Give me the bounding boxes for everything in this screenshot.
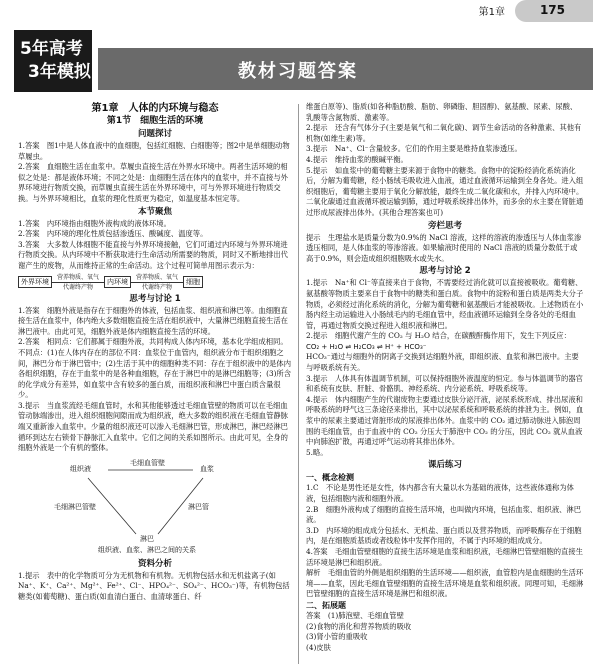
paragraph: (2)食物的消化和营养物质的吸收 (306, 621, 412, 631)
paragraph: 1.C 不论是男性还是女性，体内都含有大量以水为基础的液体，这些液体通称为体液，包括细胞内液和细胞外液。 (306, 483, 574, 503)
arrow-line (131, 282, 183, 283)
paragraph: 4.提示 体内细胞产生的代谢废物主要通过皮肤分泌汗液，泌尿系统形成、排出尿液和呼吸系统的呼气这三条途径来排出，其中以泌尿系统和呼吸系统的排泄为主。例如，血浆中的尿素主要通过肾脏形成的尿液排出体外。血浆中的 CO₂ 通过肺动脉进入肺泡周围的毛细血管，由于血液中的 CO₂ 分压大于肺泡中 CO₂ 的分压，因此 CO₂ 就从血液中向肺泡扩散，再通过呼气运动将其排出体外。 (306, 394, 584, 447)
arrow-line (52, 282, 104, 283)
subheading: 本节聚焦 (137, 206, 172, 217)
paragraph: 4.提示 维持血浆的酸碱平衡。 (306, 154, 408, 164)
paragraph: 2.提示 还含有气体分子(主要是氧气和二氧化碳)、调节生命活动的各种激素、其他有机物(如维生素)等。 (306, 123, 582, 143)
subheading: 问题探讨 (137, 129, 172, 139)
arrow-label-bottom: 代谢终产物 (62, 283, 93, 291)
paragraph: 4.答案 毛细血管壁细胞的直接生活环境是血浆和组织液，毛细淋巴管壁细胞的直接生活环境是淋巴和组织液。 (306, 546, 583, 567)
right-column (306, 102, 584, 653)
exercise-heading: 一、概念检测 (306, 473, 354, 483)
paragraph: (4)皮肤 (306, 642, 331, 652)
paragraph: 2.答案 相同点：它们都属于细胞外液，共同构成人体内环境，基本化学组成相同。 (18, 337, 288, 347)
running-chapter: 第1章 (478, 7, 505, 18)
subheading: 资料分析 (137, 558, 172, 569)
paragraph: 1.提示 Na⁺和 Cl⁻等直接来自于食物，不需要经过消化就可以直接被吸收。葡萄糖、氨基酸等物质主要来自于食物中的糖类和蛋白质。食物中的淀粉和蛋白质是两类大分子物质，必须经过消化系统的消化，分解为葡萄糖和氨基酸后才能被吸收。上述物质在小肠内经主动运输进入小肠绒毛内的毛细血管中，经血液循环运输到全身各处的毛细血管，再通过物质交换过程进入组织液和淋巴。 (306, 278, 584, 330)
logo-line-2: 3年模拟 (28, 62, 91, 82)
page-number-tab (515, 0, 593, 22)
paragraph: 解析 毛细血管的外侧是组织细胞的生活环境——组织液，血管腔内是血细胞的生活环境——血浆，因此毛细血管壁细胞的直接生活环境是血浆和组织液。同理可知，毛细淋巴管壁细胞的直接生活环境是淋巴和组织液。 (306, 568, 584, 599)
paragraph: 不同点：(1)在人体内存在的部位不同：血浆位于血管内，组织液分布于组织细胞之间，淋巴分布于淋巴管中；(2)生活于其中的细胞种类不同：存在于组织液中的是体内各组织细胞，存在于血浆中的是各种血细胞，存在于淋巴中的是淋巴细胞等；(3)所含的化学成分有差异，如血浆中含有较多的蛋白质，而组织液和淋巴中蛋白质含量很少。 (18, 347, 292, 400)
paragraph: 维蛋白原等)、脂质(如各种脂肪酸、脂肪、卵磷脂、胆固醇)、氨基酸、尿素、尿酸、乳酸等含氮物质、激素等。 (306, 102, 578, 122)
exercise-heading: 二、拓展题 (306, 600, 346, 610)
chapter-title: 第1章 人体的内环境与稳态 (91, 103, 219, 114)
column-divider (298, 104, 299, 664)
arrow-label-top: 营养物质、氧气 (56, 273, 99, 281)
paragraph: 1.答案 图1中是人体血液中的血细胞，包括红细胞、白细胞等；图2中是单细胞动物草履虫。 (18, 141, 290, 161)
node-lymph: 淋巴 (140, 534, 154, 543)
flow-box: 外界环境 (18, 276, 52, 288)
brand-logo (14, 30, 92, 92)
banner-title: 教材习题答案 (238, 61, 358, 82)
flow-box: 细胞 (183, 276, 203, 288)
flow-box: 内环境 (104, 276, 131, 288)
paragraph: 1.提示 表中的化学物质可分为无机物和有机物。无机物包括水和无机盐离子(如 Na⁺、K⁺、Ca²⁺、Mg²⁺、Fe²⁺、Cl⁻、HPO₄²⁻、SO₄²⁻、HCO₃⁻)等，有机物包括糖类(如葡萄糖)、蛋白质(如血清白蛋白、血清球蛋白、纤 (18, 570, 290, 602)
paragraph: HCO₃⁻通过与细胞外的阴离子交换到达细胞外液，即组织液、血浆和淋巴液中。主要与呼吸系统有关。 (306, 352, 579, 373)
node-tissue-fluid: 组织液 (70, 464, 91, 473)
paragraph: 2.B 细胞外液构成了细胞的直接生活环境，也叫做内环境，包括血浆、组织液、淋巴液。 (306, 504, 582, 525)
arrow-label-bottom: 代谢终产物 (141, 283, 172, 291)
left-column (18, 102, 292, 603)
node-plasma: 血浆 (200, 464, 214, 473)
chemical-equation: CO₂ + H₂O ⇌ H₂CO₃ ⇌ H⁺ + HCO₃⁻ (306, 342, 427, 351)
paragraph: (3)肾小管的重吸收 (306, 632, 368, 642)
subheading: 思考与讨论 1 (129, 293, 181, 304)
flow-arrow (52, 274, 104, 291)
arrow-label-top: 营养物质、氧气 (135, 273, 178, 281)
paragraph: 答案 (1)肺泡壁、毛细血管壁 (306, 610, 404, 620)
subheading: 旁栏思考 (427, 220, 462, 231)
label-lymph-vessel: 淋巴管 (188, 502, 209, 511)
paragraph: 1.答案 内环境指由细胞外液构成的液体环境。 (18, 218, 171, 228)
label-capillary-wall: 毛细血管壁 (130, 458, 165, 467)
paragraph: 3.提示 人体具有体温调节机制，可以保持细胞外液温度的恒定。参与体温调节的器官和系统有皮肤、肝脏、骨骼肌、神经系统、内分泌系统、呼吸系统等。 (306, 373, 583, 394)
subheading: 课后练习 (427, 460, 462, 471)
diagram-caption: 组织液、血浆、淋巴之间的关系 (98, 545, 196, 554)
section-title: 第1节 细胞生活的环境 (106, 116, 204, 126)
page-number: 175 (539, 3, 565, 17)
paragraph: 2.提示 细胞代谢产生的 CO₂ 与 H₂O 结合，在碳酸酐酶作用下，发生下列反应： (306, 331, 571, 341)
paragraph: 3.提示 Na⁺、Cl⁻含量较多。它们的作用主要是维持血浆渗透压。 (306, 144, 522, 154)
logo-line-1: 5年高考 (20, 39, 83, 59)
paragraph: 3.提示 当血浆流经毛细血管时，水和其他能够透过毛细血管壁的物质可以在毛细血管动脉端渗出，进入组织细胞间隙而成为组织液，绝大多数的组织液在毛细血管静脉端又重新渗入血浆中。少量的组织液还可以渗入毛细淋巴管，形成淋巴，淋巴经淋巴循环到达左右锁骨下静脉汇入血浆中。它们之间的关系如图所示。由此可见，全身的细胞外液是一个有机的整体。 (18, 400, 288, 453)
label-lymph-capillary-wall: 毛细淋巴管壁 (54, 502, 96, 511)
paragraph: 2.答案 内环境的理化性质包括渗透压、酸碱度、温度等。 (18, 229, 208, 239)
subheading: 思考与讨论 2 (419, 266, 471, 277)
paragraph: 1.答案 细胞外液是指存在于细胞外的体液，包括血浆、组织液和淋巴等。血细胞直接生活在血浆中，体内绝大多数细胞直接生活在组织液中，大量淋巴细胞直接生活在淋巴液中。由此可见，细胞外液是体内细胞直接生活的环境。 (18, 305, 288, 336)
paragraph: 3.D 内环境的组成成分包括水、无机盐、蛋白质以及营养物质，而呼吸酶存在于细胞内，是在细胞质基质或者线粒体中发挥作用的，不属于内环境的组成成分。 (306, 525, 582, 546)
paragraph: 提示 生理盐水是质量分数为0.9%的 NaCl 溶液，这样的溶液的渗透压与人体血浆渗透压相同，是人体血浆的等渗溶液。如果输液时使用的 NaCl 溶液的质量分数低于或高于0.9%，则会造成组织细胞吸水或失水。 (306, 232, 582, 263)
paragraph: 2.答案 血细胞生活在血浆中。草履虫直接生活在外界水环境中。两者生活环境的相似之处是：都是液体环境；不同之处是：血细胞生活在体内的血浆中，并不直接与外界环境进行物质交换，而草履虫直接生活在外界环境中，可与外界环境进行物质交换。与外界环境相比，血浆的理化性质更为稳定，如温度基本恒定等。 (18, 162, 288, 203)
paragraph: 5.提示 如血浆中的葡萄糖主要来源于食物中的糖类。食物中的淀粉经消化系统消化后，分解为葡萄糖，经小肠绒毛吸收进入血液，通过血液循环运输到全身各处。进入组织细胞后，葡萄糖主要用于氧化分解放能，最终生成二氧化碳和水，并排入内环境中。二氧化碳通过血液循环被运输到肺，通过呼吸系统排出体外，而多余的水主要在肾脏通过形成尿液排出体外。(其他合理答案也可) (306, 165, 584, 217)
paragraph: 3.答案 大多数人体细胞不能直接与外界环境接触，它们可通过内环境与外界环境进行物质交换。从内环境中不断获取进行生命活动所需要的物质，同时又不断地排出代谢产生的废物，从而维持正常的生命活动。这个过程可简单用图示表示为： (18, 239, 288, 270)
flow-arrow (131, 274, 183, 291)
title-banner (98, 48, 593, 90)
page-header (0, 0, 593, 22)
flow-diagram (18, 274, 292, 291)
fluid-relationship-diagram (18, 456, 292, 556)
paragraph: 5.略。 (306, 447, 328, 457)
